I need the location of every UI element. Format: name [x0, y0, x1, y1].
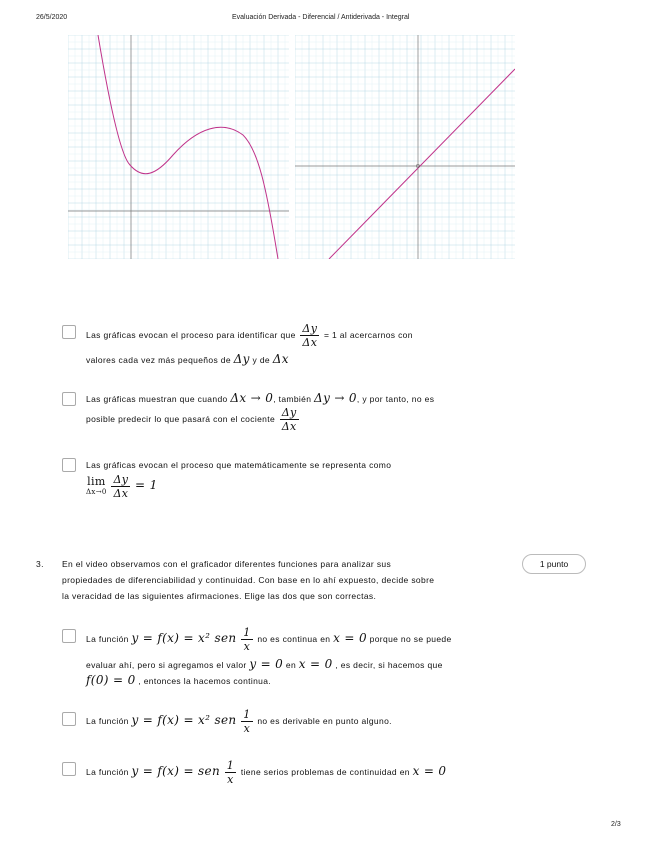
option-3-line-1: Las gráficas evocan el proceso que matemáticamente se representa como [86, 460, 392, 470]
question-3-text-2: propiedades de diferenciabilidad y continuidad. Con base en lo ahí expuesto, decide sobre [62, 575, 435, 585]
checkbox-option-1[interactable] [62, 325, 76, 339]
fraction: $\frac{\Delta y}{\Delta x}$ [113, 473, 129, 500]
header-date: 26/5/2020 [36, 14, 68, 21]
q3-option-2-line: La función y = f(x) = x² sen $\frac{1}{x}$ no es derivable en punto alguno. [86, 708, 392, 735]
checkbox-q3-option-1[interactable] [62, 629, 76, 643]
fraction: $\frac{1}{x}$ [243, 626, 251, 653]
option-3-line-2: lim Δx→0 $\frac{\Delta y}{\Delta x}$ = 1 [86, 473, 158, 500]
option-2-line-1: Las gráficas muestran que cuando Δx → 0, también Δy → 0, y por tanto, no es [86, 391, 435, 405]
q3-option-1-line-2: evaluar ahí, pero si agregamos el valor y = 0 en x = 0 , es decir, si hacemos que [86, 657, 443, 671]
fraction: $\frac{\Delta y}{\Delta x}$ [281, 406, 297, 433]
fraction: $\frac{1}{x}$ [226, 759, 235, 786]
question-3-text-3: la veracidad de las siguientes afirmaciones. Elige las dos que son correctas. [62, 591, 377, 601]
header-title: Evaluación Derivada - Diferencial / Antiderivada - Integral [232, 14, 410, 21]
checkbox-q3-option-2[interactable] [62, 712, 76, 726]
q3-option-1-line-3: f(0) = 0 , entonces la hacemos continua. [86, 673, 272, 687]
right-graph [295, 35, 515, 259]
q3-option-1-line-1: La función y = f(x) = x² sen $\frac{1}{x}$ no es continua en x = 0 porque no se puede [86, 626, 452, 653]
checkbox-option-2[interactable] [62, 392, 76, 406]
fraction: $\frac{\Delta y}{\Delta x}$ [302, 322, 318, 349]
question-3-text-1: En el video observamos con el graficador diferentes funciones para analizar sus [62, 559, 392, 569]
option-1-line-1: Las gráficas evocan el proceso para identificar que $\frac{\Delta y}{\Delta x}$ = 1 al acercarnos con [86, 322, 413, 349]
points-badge: 1 punto [522, 554, 586, 574]
question-3-number: 3. [36, 559, 44, 569]
q3-option-3-line: La función y = f(x) = sen $\frac{1}{x}$ tiene serios problemas de continuidad en x = 0 [86, 759, 447, 786]
fraction: $\frac{1}{x}$ [243, 708, 251, 735]
origin-label: O [416, 164, 420, 170]
left-graph [68, 35, 289, 259]
checkbox-option-3[interactable] [62, 458, 76, 472]
option-1-line-2: valores cada vez más pequeños de Δy y de Δx [86, 352, 289, 366]
checkbox-q3-option-3[interactable] [62, 762, 76, 776]
page-number: 2/3 [611, 821, 621, 828]
option-2-line-2: posible predecir lo que pasará con el cociente $\frac{\Delta y}{\Delta x}$ [86, 406, 297, 433]
